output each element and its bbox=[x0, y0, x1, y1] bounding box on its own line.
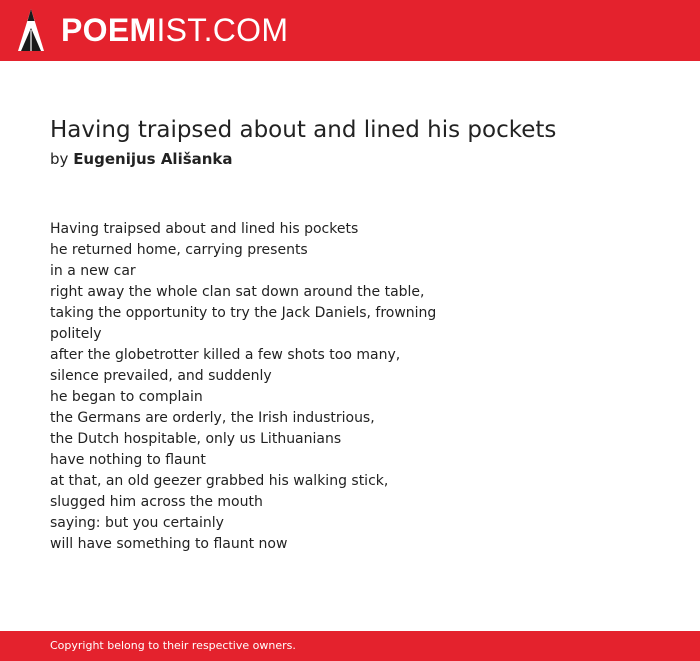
brand-light: IST.COM bbox=[156, 12, 289, 48]
site-footer bbox=[0, 631, 700, 661]
poem-line: saying: but you certainly bbox=[50, 515, 224, 531]
poem-author[interactable]: Eugenijus Ališanka bbox=[73, 150, 233, 168]
by-label: by bbox=[50, 150, 69, 168]
poem-line: slugged him across the mouth bbox=[50, 494, 263, 510]
site-logo[interactable] bbox=[61, 12, 288, 48]
poem-line: after the globetrotter killed a few shots too many, bbox=[50, 347, 401, 363]
poem-body bbox=[50, 219, 650, 555]
site-header bbox=[0, 0, 700, 61]
poem-line: taking the opportunity to try the Jack Daniels, frowning bbox=[50, 305, 437, 321]
poem-line: the Germans are orderly, the Irish industrious, bbox=[50, 410, 375, 426]
poem-line: will have something to flaunt now bbox=[50, 536, 288, 552]
poem-line: at that, an old geezer grabbed his walking stick, bbox=[50, 473, 389, 489]
poem-line: he returned home, carrying presents bbox=[50, 242, 308, 258]
poem-line: right away the whole clan sat down around the table, bbox=[50, 284, 425, 300]
poem-line: politely bbox=[50, 326, 102, 342]
poem-line: he began to complain bbox=[50, 389, 203, 405]
poem-title: Having traipsed about and lined his pockets bbox=[50, 117, 557, 143]
copyright-text: Copyright belong to their respective owners. bbox=[50, 639, 296, 652]
poem-line: have nothing to flaunt bbox=[50, 452, 206, 468]
poem-line: the Dutch hospitable, only us Lithuanians bbox=[50, 431, 342, 447]
poem-byline bbox=[50, 150, 233, 168]
pencil-icon[interactable] bbox=[17, 8, 45, 52]
poem-line: in a new car bbox=[50, 263, 136, 279]
poem-line: silence prevailed, and suddenly bbox=[50, 368, 272, 384]
poem-line: Having traipsed about and lined his pockets bbox=[50, 221, 359, 237]
brand-strong: POEM bbox=[61, 12, 157, 48]
